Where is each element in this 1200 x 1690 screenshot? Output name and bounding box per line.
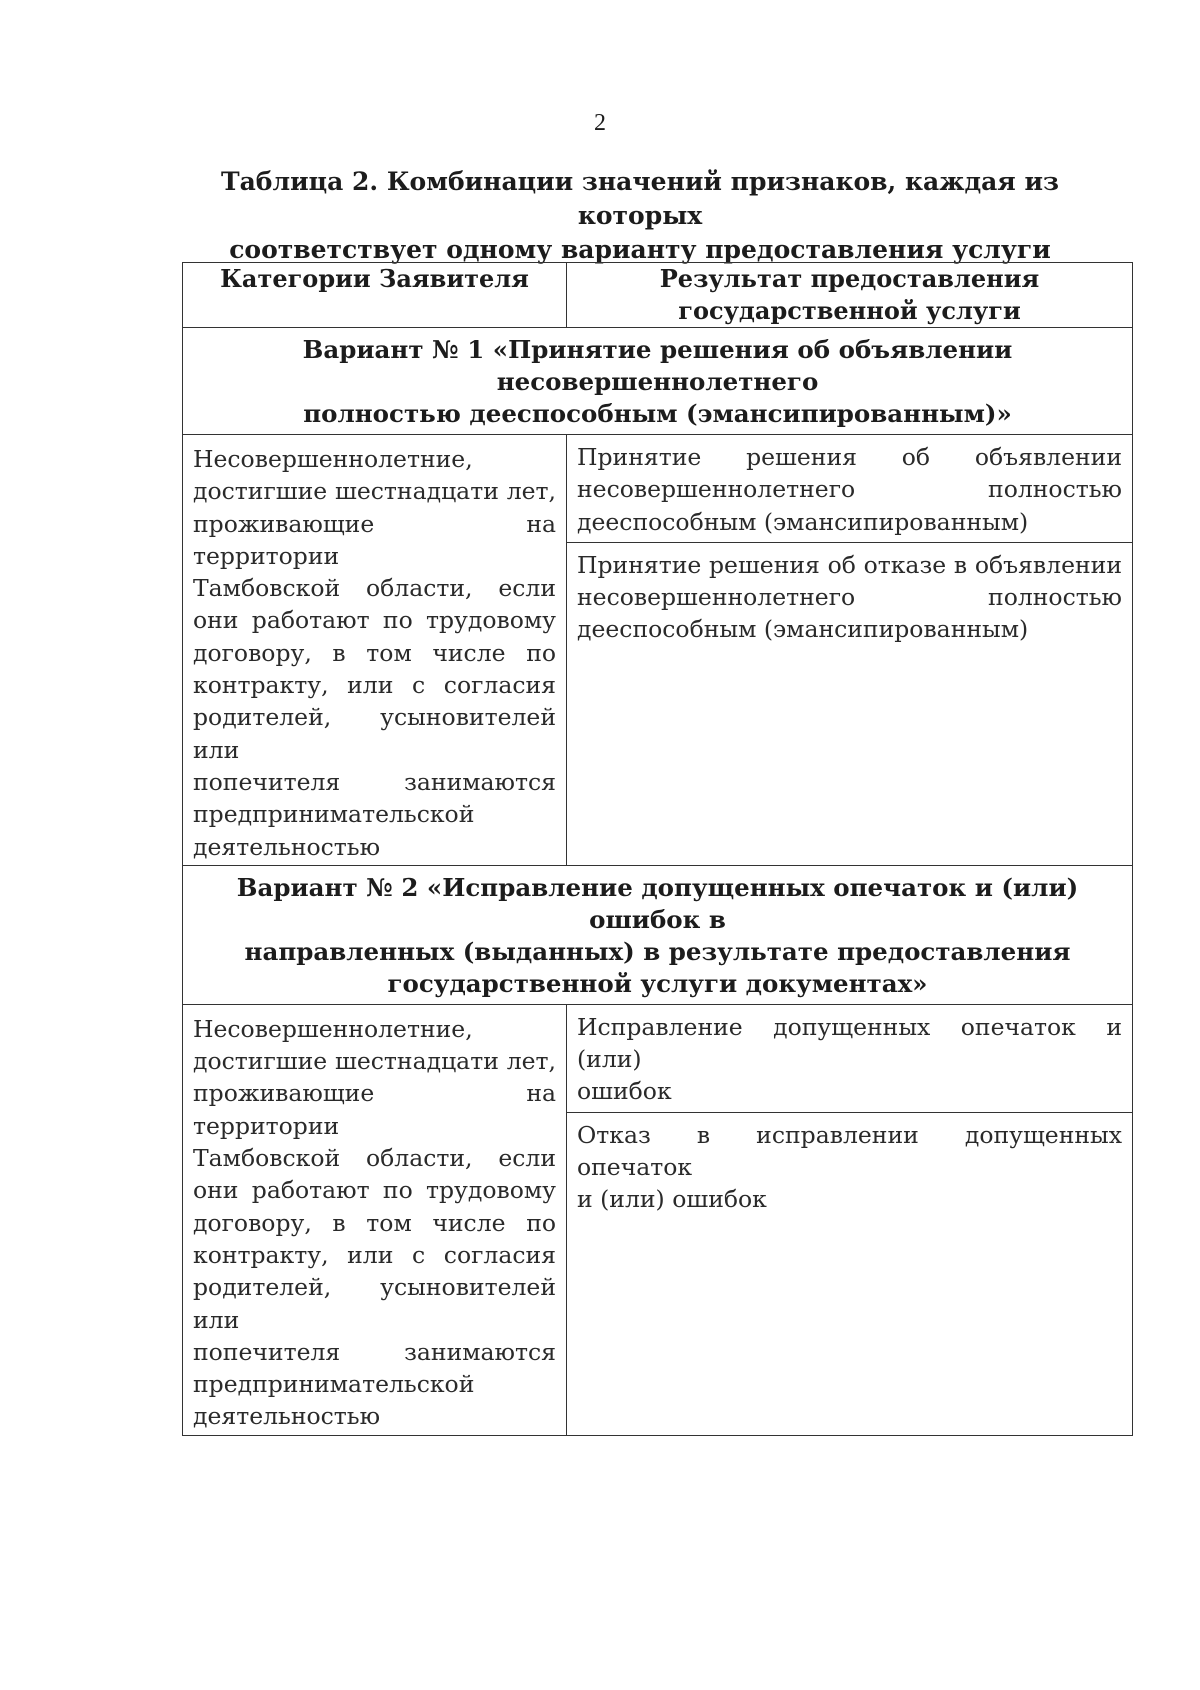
category-line: достигшие шестнадцати лет, <box>193 477 556 506</box>
variant-title-row <box>183 865 1133 1004</box>
category-line: Тамбовской области, если <box>193 1144 556 1173</box>
variant-2-category <box>183 1004 567 1435</box>
result-line: несовершеннолетнего полностью <box>577 475 1122 504</box>
category-line: они работают по трудовому <box>193 1176 556 1205</box>
variant-body-row <box>183 1004 1133 1435</box>
variant-2-results <box>567 1004 1133 1435</box>
variant-title-row <box>183 328 1133 435</box>
variant-title-line: направленных (выданных) в результате предоставления <box>244 936 1071 966</box>
result-line: Отказ в исправлении допущенных опечаток <box>577 1120 1122 1182</box>
variant-1-results <box>567 435 1133 866</box>
result-item <box>567 435 1132 543</box>
variant-1-title <box>183 328 1133 435</box>
result-item <box>567 1113 1132 1220</box>
result-item <box>567 543 1132 650</box>
header-result-line: Результат предоставления <box>659 264 1040 293</box>
variant-title-line: полностью дееспособным (эмансипированным)» <box>303 399 1012 428</box>
variants-table <box>182 262 1133 1436</box>
header-result-line: государственной услуги <box>678 296 1021 325</box>
variant-title-line: государственной услуги документах» <box>387 968 928 998</box>
category-line: Несовершеннолетние, <box>193 445 473 473</box>
category-line: родителей, усыновителей или <box>193 703 556 764</box>
category-line: Тамбовской области, если <box>193 574 556 603</box>
variant-title-line: Вариант № 1 «Принятие решения об объявлении несовершеннолетнего <box>302 335 1013 396</box>
result-line: дееспособным (эмансипированным) <box>577 615 1029 644</box>
category-line: договору, в том числе по <box>193 638 556 667</box>
variant-body-row <box>183 435 1133 866</box>
category-line: предпринимательской <box>193 1370 475 1399</box>
category-line: Несовершеннолетние, <box>193 1014 473 1043</box>
category-line: достигшие шестнадцати лет, <box>193 1047 556 1076</box>
category-line: проживающие на территории <box>193 509 556 570</box>
category-line: контракту, или с согласия <box>193 671 556 700</box>
variant-2-title <box>183 865 1133 1004</box>
header-result <box>567 263 1133 328</box>
category-line: деятельностью <box>193 1402 381 1431</box>
result-line: ошибок <box>577 1077 672 1106</box>
category-line: попечителя занимаются <box>193 767 556 796</box>
page-number: 2 <box>594 110 606 136</box>
category-line: контракту, или с согласия <box>193 1240 556 1269</box>
result-line: Принятие решения об объявлении <box>577 443 1122 471</box>
result-line: дееспособным (эмансипированным) <box>577 507 1029 536</box>
variant-title-line: Вариант № 2 «Исправление допущенных опечаток и (или) ошибок в <box>236 872 1079 934</box>
result-line: и (или) ошибок <box>577 1185 767 1214</box>
table-title <box>190 165 1090 267</box>
table-title-line: соответствует одному варианту предоставления услуги <box>229 235 1051 264</box>
category-line: они работают по трудовому <box>193 606 556 635</box>
table-title-line: Таблица 2. Комбинации значений признаков, каждая из которых <box>221 167 1059 230</box>
variant-1-category <box>183 435 567 866</box>
category-line: проживающие на территории <box>193 1079 556 1140</box>
result-line: Принятие решения об отказе в объявлении <box>577 550 1122 579</box>
category-line: договору, в том числе по <box>193 1208 556 1237</box>
category-line: попечителя занимаются <box>193 1337 556 1366</box>
result-line: несовершеннолетнего полностью <box>577 583 1122 612</box>
header-category-label: Категории Заявителя <box>220 264 529 293</box>
result-line: Исправление допущенных опечаток и (или) <box>577 1012 1122 1074</box>
category-line: предпринимательской <box>193 800 475 829</box>
category-line: деятельностью <box>193 832 381 861</box>
category-line: родителей, усыновителей или <box>193 1273 556 1334</box>
table-header-row <box>183 263 1133 328</box>
result-item <box>567 1005 1132 1113</box>
header-category <box>183 263 567 328</box>
